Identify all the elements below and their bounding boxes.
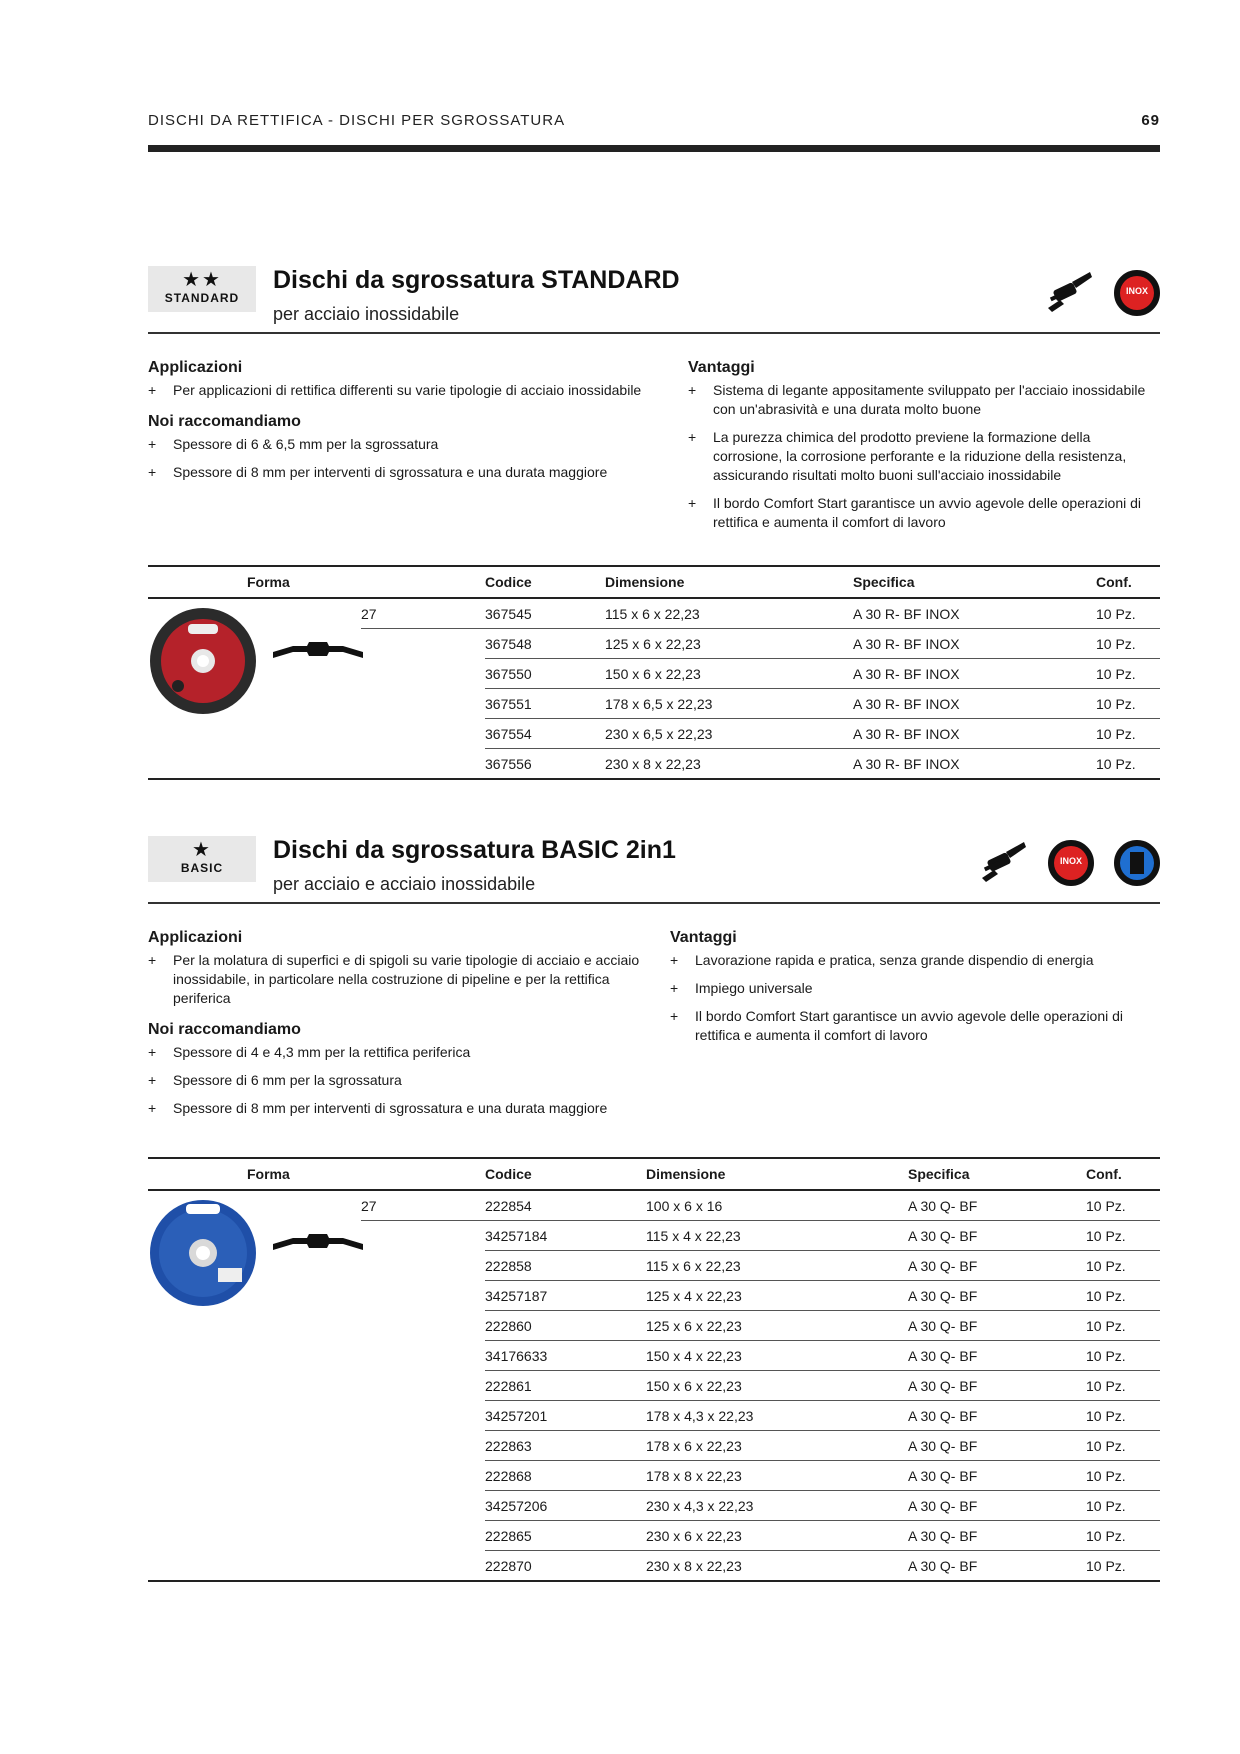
table-row — [148, 1491, 1160, 1521]
col-header-forma: Forma — [247, 566, 361, 598]
dimensione-cell: 115 x 4 x 22,23 — [646, 1221, 908, 1251]
table-row — [148, 1341, 1160, 1371]
dimensione-cell: 230 x 8 x 22,23 — [605, 749, 853, 780]
forma-value: 27 — [361, 1190, 485, 1221]
specifica-cell: A 30 R- BF INOX — [853, 659, 1096, 689]
page-number: 69 — [1141, 112, 1160, 129]
disc-product-image — [148, 1198, 258, 1308]
list-item: + Spessore di 8 mm per interventi di sgrossatura e una durata maggiore — [148, 464, 608, 480]
specifica-cell: A 30 Q- BF — [908, 1251, 1086, 1281]
raccomandiamo-heading: Noi raccomandiamo — [148, 413, 301, 430]
dimensione-cell: 178 x 4,3 x 22,23 — [646, 1401, 908, 1431]
specifica-cell: A 30 Q- BF — [908, 1521, 1086, 1551]
section-standard — [148, 266, 1160, 786]
section-subtitle: per acciaio inossidabile — [273, 304, 460, 324]
conf-cell: 10 Pz. — [1096, 689, 1160, 719]
specifica-cell: A 30 Q- BF — [908, 1431, 1086, 1461]
codice-cell: 222865 — [485, 1521, 646, 1551]
disc-product-image — [148, 606, 258, 716]
conf-cell: 10 Pz. — [1086, 1461, 1160, 1491]
conf-cell: 10 Pz. — [1096, 598, 1160, 629]
applicazioni-heading: Applicazioni — [148, 359, 243, 376]
codice-cell: 34257184 — [485, 1221, 646, 1251]
specifica-cell: A 30 Q- BF — [908, 1491, 1086, 1521]
conf-cell: 10 Pz. — [1086, 1401, 1160, 1431]
dimensione-cell: 115 x 6 x 22,23 — [605, 598, 853, 629]
list-item: + Sistema di legante appositamente sviluppato per l'acciaio inossidabile con un'abrasività e una durata molto buone — [688, 382, 1146, 417]
specifica-cell: A 30 Q- BF — [908, 1311, 1086, 1341]
steel-material-icon — [1114, 840, 1160, 886]
quality-badge — [148, 836, 256, 882]
codice-cell: 222870 — [485, 1551, 646, 1582]
dimensione-cell: 230 x 8 x 22,23 — [646, 1551, 908, 1582]
col-header-dimensione: Dimensione — [646, 1158, 908, 1190]
disc-profile-icon — [273, 1230, 363, 1260]
specifica-cell: A 30 Q- BF — [908, 1281, 1086, 1311]
list-item: + Per applicazioni di rettifica differenti su varie tipologie di acciaio inossidabile — [148, 382, 642, 398]
table-row — [148, 1281, 1160, 1311]
specifica-cell: A 30 Q- BF — [908, 1461, 1086, 1491]
angle-grinder-icon — [980, 840, 1028, 884]
dimensione-cell: 230 x 6 x 22,23 — [646, 1521, 908, 1551]
dimensione-cell: 150 x 6 x 22,23 — [646, 1371, 908, 1401]
conf-cell: 10 Pz. — [1086, 1551, 1160, 1582]
conf-cell: 10 Pz. — [1096, 749, 1160, 780]
conf-cell: 10 Pz. — [1086, 1221, 1160, 1251]
specifica-cell: A 30 Q- BF — [908, 1190, 1086, 1221]
section-subtitle: per acciaio e acciaio inossidabile — [273, 874, 536, 894]
codice-cell: 222868 — [485, 1461, 646, 1491]
table-row — [148, 1551, 1160, 1582]
star-rating-icon: ★★ — [182, 269, 222, 291]
conf-cell: 10 Pz. — [1086, 1311, 1160, 1341]
codice-cell: 34257201 — [485, 1401, 646, 1431]
list-item: + Il bordo Comfort Start garantisce un avvio agevole delle operazioni di rettifica e aumenta il comfort di lavoro — [688, 495, 1142, 530]
dimensione-cell: 115 x 6 x 22,23 — [646, 1251, 908, 1281]
disc-profile-icon — [273, 638, 363, 668]
codice-cell: 34176633 — [485, 1341, 646, 1371]
table-row — [148, 1521, 1160, 1551]
dimensione-cell: 125 x 6 x 22,23 — [646, 1311, 908, 1341]
specifica-cell: A 30 Q- BF — [908, 1221, 1086, 1251]
applicazioni-block — [148, 358, 678, 494]
table-row — [148, 1190, 1160, 1221]
dimensione-cell: 125 x 4 x 22,23 — [646, 1281, 908, 1311]
vantaggi-heading: Vantaggi — [670, 929, 737, 946]
conf-cell: 10 Pz. — [1086, 1341, 1160, 1371]
list-item: + Spessore di 8 mm per interventi di sgrossatura e una durata maggiore — [148, 1100, 608, 1116]
codice-cell: 222854 — [485, 1190, 646, 1221]
conf-cell: 10 Pz. — [1086, 1371, 1160, 1401]
specifica-cell: A 30 R- BF INOX — [853, 598, 1096, 629]
col-header-codice: Codice — [485, 566, 605, 598]
codice-cell: 367545 — [485, 598, 605, 629]
dimensione-cell: 178 x 8 x 22,23 — [646, 1461, 908, 1491]
table-row — [148, 749, 1160, 780]
dimensione-cell: 230 x 6,5 x 22,23 — [605, 719, 853, 749]
codice-cell: 34257206 — [485, 1491, 646, 1521]
list-item: + Spessore di 4 e 4,3 mm per la rettifica periferica — [148, 1044, 471, 1060]
running-title: DISCHI DA RETTIFICA - DISCHI PER SGROSSATURA — [148, 112, 566, 129]
product-table — [148, 1157, 1160, 1582]
codice-cell: 222858 — [485, 1251, 646, 1281]
vantaggi-block — [688, 358, 1160, 544]
conf-cell: 10 Pz. — [1096, 719, 1160, 749]
codice-cell: 34257187 — [485, 1281, 646, 1311]
specifica-cell: A 30 Q- BF — [908, 1401, 1086, 1431]
codice-cell: 367556 — [485, 749, 605, 780]
badge-label: STANDARD — [164, 291, 240, 305]
section-title: Dischi da sgrossatura STANDARD — [273, 266, 680, 294]
table-row — [148, 1431, 1160, 1461]
col-header-forma: Forma — [247, 1158, 361, 1190]
table-row — [148, 1311, 1160, 1341]
product-table — [148, 565, 1160, 780]
badge-label: BASIC — [180, 861, 224, 875]
inox-label: INOX — [1059, 856, 1082, 866]
angle-grinder-icon — [1046, 270, 1094, 314]
star-rating-icon: ★ — [192, 839, 212, 861]
list-item: + Il bordo Comfort Start garantisce un avvio agevole delle operazioni di rettifica e aumenta il comfort di lavoro — [670, 1008, 1124, 1043]
section-rule — [148, 902, 1160, 904]
dimensione-cell: 150 x 6 x 22,23 — [605, 659, 853, 689]
table-row — [148, 598, 1160, 629]
specifica-cell: A 30 Q- BF — [908, 1551, 1086, 1582]
list-item: + Lavorazione rapida e pratica, senza grande dispendio di energia — [670, 952, 1094, 968]
list-item: + Per la molatura di superfici e di spigoli su varie tipologie di acciaio e acciaio inossidabile, in particolare nella costruzione di pipeline e per la rettifica periferica — [148, 952, 640, 1006]
specifica-cell: A 30 R- BF INOX — [853, 689, 1096, 719]
list-item: + Spessore di 6 & 6,5 mm per la sgrossatura — [148, 436, 439, 452]
conf-cell: 10 Pz. — [1086, 1521, 1160, 1551]
table-row — [148, 1461, 1160, 1491]
col-header-conf: Conf. — [1096, 566, 1160, 598]
table-row — [148, 1401, 1160, 1431]
header-rule — [148, 145, 1160, 152]
section-rule — [148, 332, 1160, 334]
codice-cell: 367548 — [485, 629, 605, 659]
conf-cell: 10 Pz. — [1086, 1431, 1160, 1461]
vantaggi-block — [670, 928, 1160, 1057]
col-header-specifica: Specifica — [853, 566, 1096, 598]
applicazioni-block — [148, 928, 648, 1130]
conf-cell: 10 Pz. — [1086, 1251, 1160, 1281]
inox-material-icon — [1048, 840, 1094, 886]
codice-cell: 222860 — [485, 1311, 646, 1341]
dimensione-cell: 150 x 4 x 22,23 — [646, 1341, 908, 1371]
applicazioni-heading: Applicazioni — [148, 929, 243, 946]
list-item: + Spessore di 6 mm per la sgrossatura — [148, 1072, 402, 1088]
section-basic — [148, 836, 1160, 1596]
conf-cell: 10 Pz. — [1086, 1281, 1160, 1311]
conf-cell: 10 Pz. — [1086, 1190, 1160, 1221]
inox-label: INOX — [1125, 286, 1148, 296]
conf-cell: 10 Pz. — [1096, 659, 1160, 689]
table-row — [148, 689, 1160, 719]
table-row — [148, 1371, 1160, 1401]
conf-cell: 10 Pz. — [1096, 629, 1160, 659]
specifica-cell: A 30 Q- BF — [908, 1371, 1086, 1401]
conf-cell: 10 Pz. — [1086, 1491, 1160, 1521]
col-header-dimensione: Dimensione — [605, 566, 853, 598]
dimensione-cell: 178 x 6 x 22,23 — [646, 1431, 908, 1461]
table-row — [148, 719, 1160, 749]
specifica-cell: A 30 R- BF INOX — [853, 719, 1096, 749]
forma-value: 27 — [361, 598, 485, 629]
col-header-conf: Conf. — [1086, 1158, 1160, 1190]
codice-cell: 222863 — [485, 1431, 646, 1461]
col-header-codice: Codice — [485, 1158, 646, 1190]
dimensione-cell: 230 x 4,3 x 22,23 — [646, 1491, 908, 1521]
dimensione-cell: 100 x 6 x 16 — [646, 1190, 908, 1221]
raccomandiamo-heading: Noi raccomandiamo — [148, 1021, 301, 1038]
codice-cell: 367550 — [485, 659, 605, 689]
dimensione-cell: 125 x 6 x 22,23 — [605, 629, 853, 659]
vantaggi-heading: Vantaggi — [688, 359, 755, 376]
specifica-cell: A 30 R- BF INOX — [853, 749, 1096, 780]
codice-cell: 367554 — [485, 719, 605, 749]
quality-badge — [148, 266, 256, 312]
section-title: Dischi da sgrossatura BASIC 2in1 — [273, 836, 676, 864]
list-item: + La purezza chimica del prodotto previene la formazione della corrosione, la corrosione perforante e la riduzione della resistenza, assicurando risultati molto buoni sull'acciaio inossidabile — [688, 429, 1127, 483]
specifica-cell: A 30 R- BF INOX — [853, 629, 1096, 659]
dimensione-cell: 178 x 6,5 x 22,23 — [605, 689, 853, 719]
codice-cell: 367551 — [485, 689, 605, 719]
col-header-specifica: Specifica — [908, 1158, 1086, 1190]
specifica-cell: A 30 Q- BF — [908, 1341, 1086, 1371]
list-item: + Impiego universale — [670, 980, 813, 996]
inox-material-icon — [1114, 270, 1160, 316]
codice-cell: 222861 — [485, 1371, 646, 1401]
